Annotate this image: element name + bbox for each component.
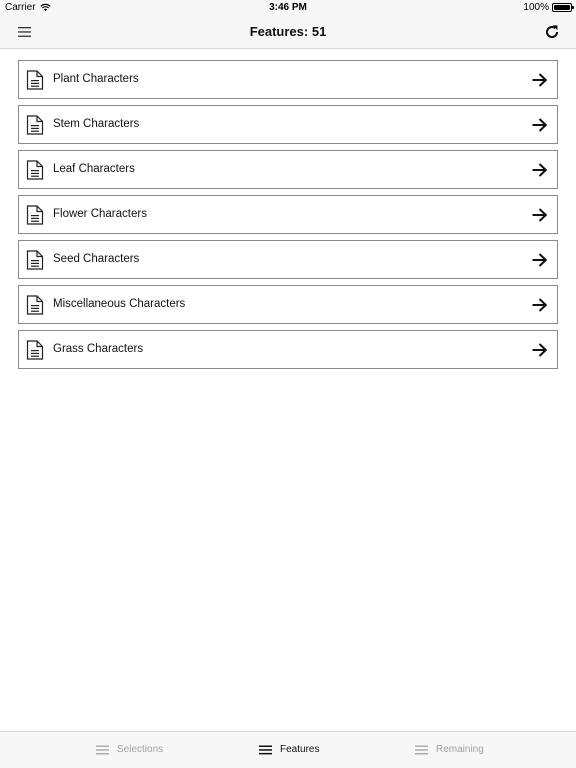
- arrow-right-icon: [531, 252, 548, 268]
- list-item-leaf-characters[interactable]: [18, 150, 558, 189]
- navigation-bar: [0, 16, 576, 49]
- list-item-label: Stem Characters: [53, 118, 140, 130]
- list-item-seed-characters[interactable]: [18, 240, 558, 279]
- document-icon: [26, 340, 44, 360]
- list-item-label: Plant Characters: [53, 73, 139, 85]
- status-time: 3:46 PM: [269, 2, 307, 13]
- tab-label: Selections: [117, 744, 164, 755]
- tab-label: Features: [280, 744, 320, 755]
- document-icon: [26, 160, 44, 180]
- list-item-label: Miscellaneous Characters: [53, 298, 186, 310]
- list-lines-icon: [96, 745, 109, 755]
- battery-icon: [552, 3, 572, 12]
- arrow-right-icon: [531, 72, 548, 88]
- tab-bar: [0, 731, 576, 768]
- list-item-label: Leaf Characters: [53, 163, 135, 175]
- list-item-label: Grass Characters: [53, 343, 144, 355]
- document-icon: [26, 250, 44, 270]
- document-icon: [26, 70, 44, 90]
- tab-selections[interactable]: [96, 744, 163, 755]
- page-title: Features: 51: [249, 24, 327, 39]
- refresh-icon[interactable]: [544, 24, 560, 40]
- list-lines-icon: [415, 745, 428, 755]
- list-item-label: Flower Characters: [53, 208, 147, 220]
- list-item-grass-characters[interactable]: [18, 330, 558, 369]
- carrier-label: Carrier: [5, 2, 36, 13]
- arrow-right-icon: [531, 297, 548, 313]
- list-item-plant-characters[interactable]: [18, 60, 558, 99]
- arrow-right-icon: [531, 207, 548, 223]
- status-right: [523, 2, 572, 13]
- tab-label: Remaining: [436, 744, 484, 755]
- document-icon: [26, 205, 44, 225]
- document-icon: [26, 295, 44, 315]
- status-bar: [0, 0, 576, 16]
- arrow-right-icon: [531, 342, 548, 358]
- list-item-stem-characters[interactable]: [18, 105, 558, 144]
- arrow-right-icon: [531, 117, 548, 133]
- list-item-label: Seed Characters: [53, 253, 140, 265]
- list-item-miscellaneous-characters[interactable]: [18, 285, 558, 324]
- list-lines-icon: [259, 745, 272, 755]
- list-item-flower-characters[interactable]: [18, 195, 558, 234]
- feature-category-list: [18, 60, 558, 375]
- battery-fill: [554, 5, 570, 10]
- tab-remaining[interactable]: [415, 744, 484, 755]
- document-icon: [26, 115, 44, 135]
- battery-percent: 100%: [523, 2, 549, 13]
- arrow-right-icon: [531, 162, 548, 178]
- tab-features[interactable]: [259, 744, 319, 755]
